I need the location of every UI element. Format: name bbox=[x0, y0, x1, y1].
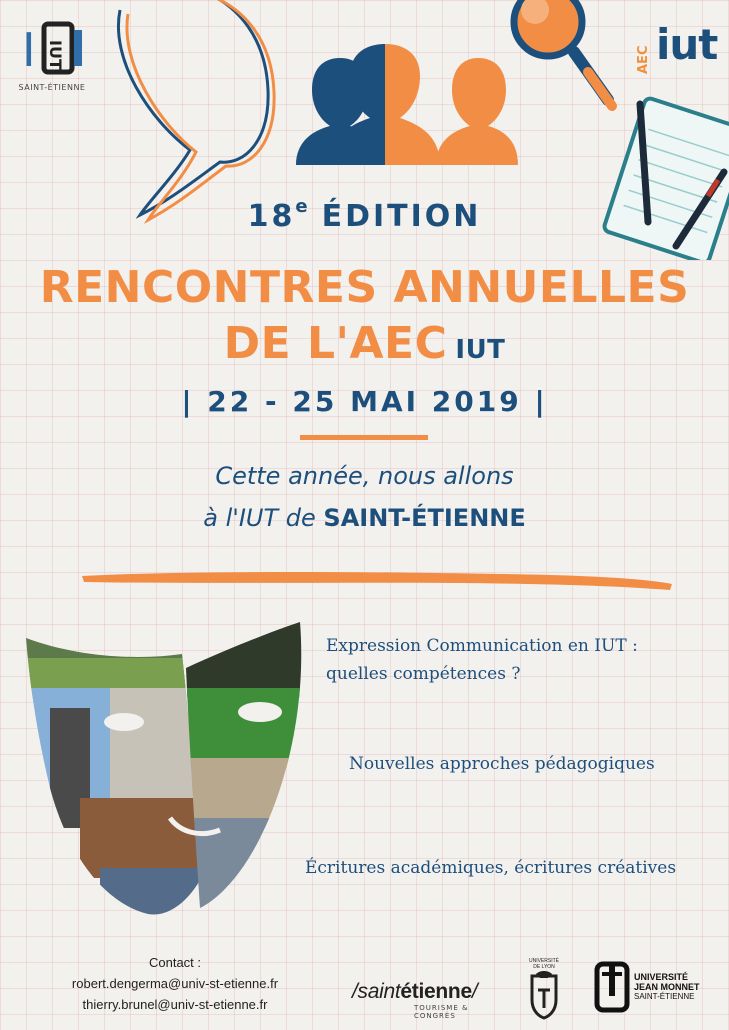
edition-word: ÉDITION bbox=[321, 199, 482, 234]
intro-iut: IUT bbox=[238, 504, 279, 532]
contact-label: Contact : bbox=[148, 955, 202, 970]
topic-1-line-2: quelles compétences ? bbox=[326, 664, 521, 684]
edition-superscript: e bbox=[295, 196, 308, 217]
intro-de: de bbox=[278, 504, 324, 532]
svg-text:I: I bbox=[22, 23, 36, 77]
universite-jean-monnet-logo bbox=[594, 960, 714, 1020]
iut-logo-subtitle: SAINT-ÉTIENNE bbox=[18, 83, 86, 92]
title-line-2 bbox=[0, 318, 729, 369]
aec-logo-iut: iut bbox=[656, 20, 718, 69]
contact-block bbox=[30, 952, 320, 1015]
mask-right-eye bbox=[238, 702, 282, 722]
ste-logo-prefix: /saint bbox=[352, 980, 401, 1003]
notebook-pen-icon bbox=[603, 97, 729, 260]
mask-left-eye bbox=[104, 713, 144, 731]
ujm-logo-line-3: SAINT-ÉTIENNE bbox=[634, 992, 695, 1001]
brush-stroke-divider bbox=[80, 566, 676, 596]
speech-bubble-icon bbox=[118, 0, 274, 220]
edition-heading bbox=[0, 196, 729, 234]
ste-logo-subtitle: TOURISME & CONGRÈS bbox=[414, 1004, 469, 1020]
mask-left-photos bbox=[20, 618, 220, 928]
intro-line-1: Cette année, nous allons bbox=[215, 462, 514, 490]
edition-number: 18 bbox=[247, 199, 296, 234]
topic-1 bbox=[326, 632, 706, 688]
event-dates: | 22 - 25 MAI 2019 | bbox=[181, 385, 548, 418]
ujm-logo-line-1: UNIVERSITÉ bbox=[634, 972, 689, 982]
people-group-icon bbox=[296, 44, 518, 165]
intro-line-2 bbox=[0, 504, 729, 532]
svg-text:IUT: IUT bbox=[46, 40, 65, 70]
ste-logo-bold: étienne bbox=[400, 980, 472, 1003]
universite-de-lyon-logo bbox=[526, 958, 562, 1022]
contact-email-1[interactable]: robert.dengerma@univ-st-etienne.fr bbox=[71, 976, 279, 991]
ujm-logo-line-2: JEAN MONNET bbox=[634, 982, 700, 992]
aec-logo-prefix: AEC bbox=[636, 45, 651, 74]
dates-divider bbox=[300, 435, 428, 440]
title-line-2-iut: IUT bbox=[455, 335, 506, 365]
saint-etienne-tourisme-logo: /saintétienne/ TOURISME & CONGRÈS bbox=[352, 980, 512, 1020]
intro-prefix: à l' bbox=[203, 504, 239, 532]
topic-1-line-1: Expression Communication en IUT : bbox=[326, 636, 638, 656]
intro-city: SAINT-ÉTIENNE bbox=[323, 504, 526, 532]
topic-3: Écritures académiques, écritures créatives bbox=[305, 858, 677, 878]
contact-email-2[interactable]: thierry.brunel@univ-st-etienne.fr bbox=[82, 997, 268, 1012]
lion-shield-icon bbox=[526, 970, 562, 1020]
lyon-logo-line-2: DE LYON bbox=[533, 964, 555, 970]
theater-mask-photo-collage bbox=[20, 618, 310, 946]
magnifying-glass-icon bbox=[514, 0, 612, 106]
topic-2: Nouvelles approches pédagogiques bbox=[349, 754, 655, 774]
title-line-2-main: DE L'AEC bbox=[223, 318, 448, 369]
aec-iut-logo bbox=[636, 14, 716, 78]
title-line-1: RENCONTRES ANNUELLES bbox=[39, 262, 690, 313]
mask-right-photos bbox=[180, 618, 310, 918]
lyon-logo-line-1: UNIVERSITÉ bbox=[528, 958, 559, 964]
ujm-emblem-icon bbox=[594, 960, 630, 1016]
